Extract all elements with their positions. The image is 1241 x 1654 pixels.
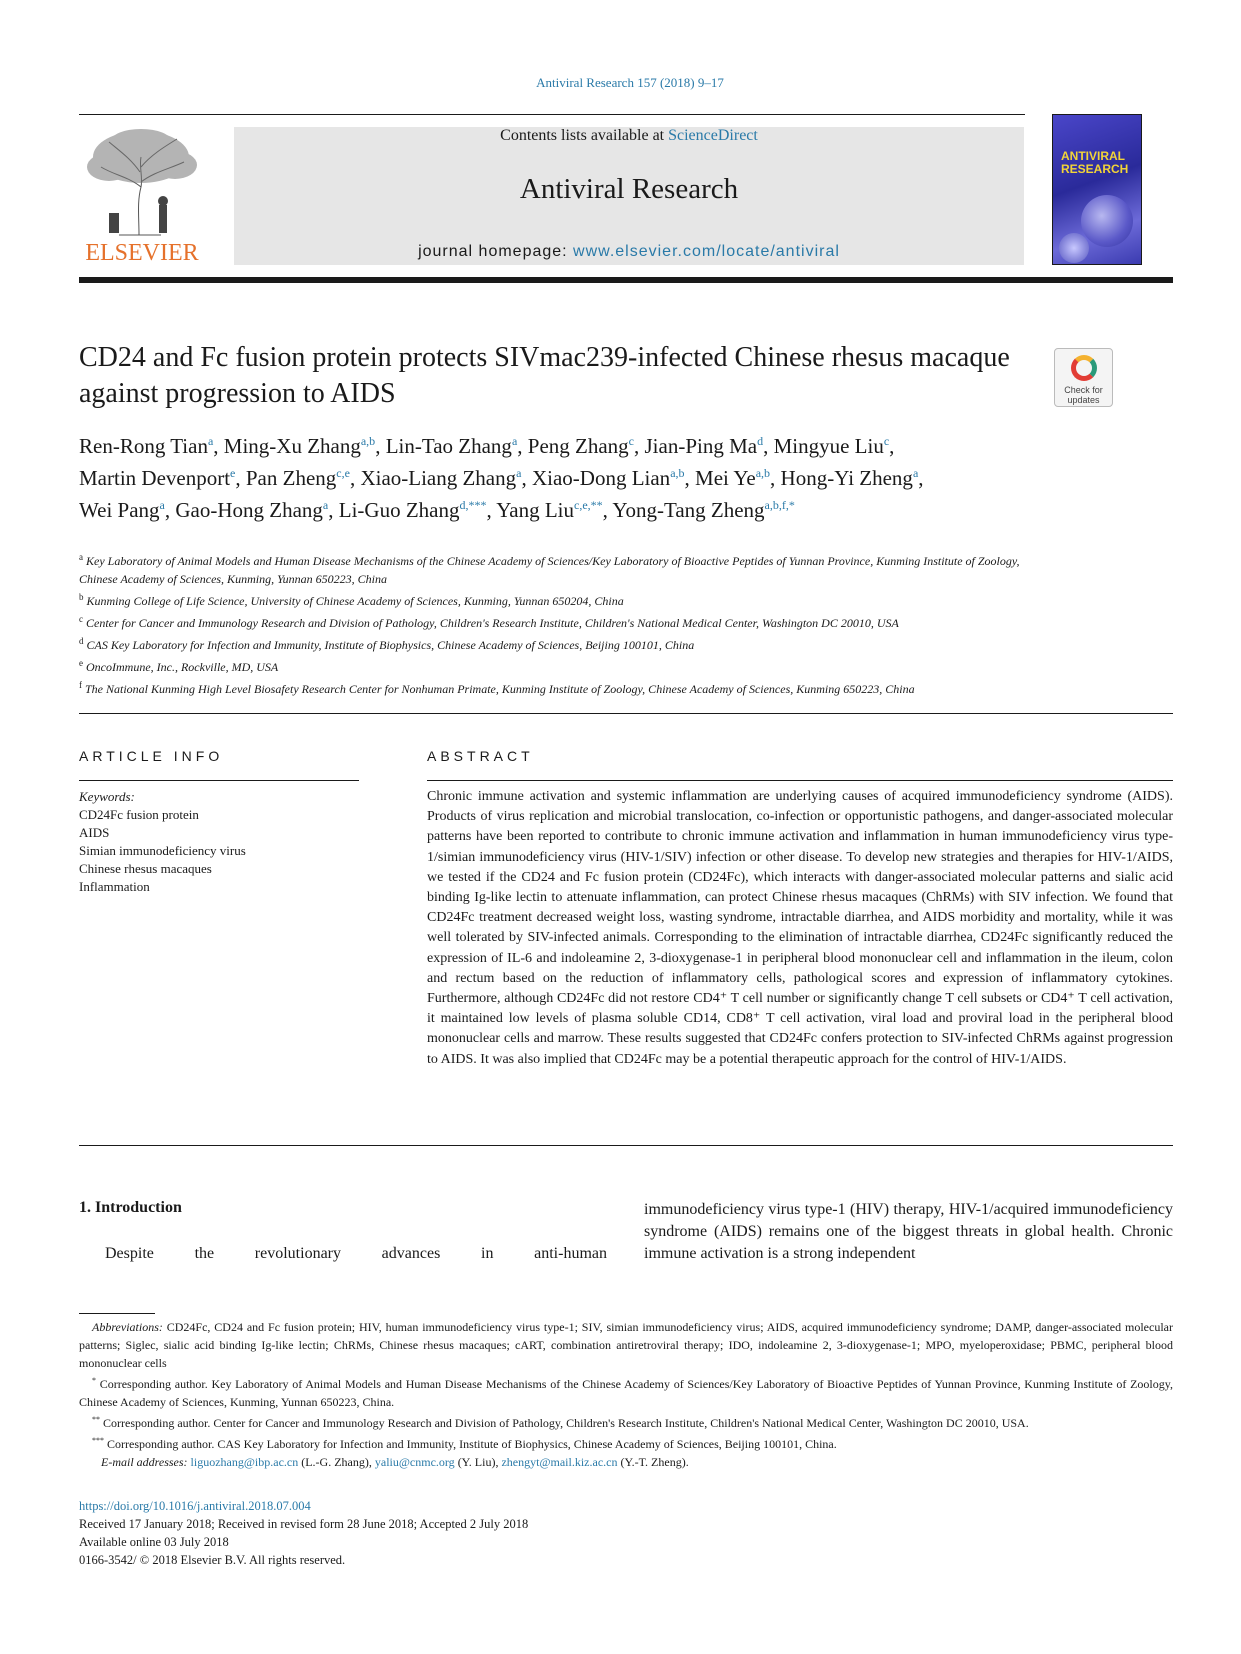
author-name: Pan Zheng <box>245 466 337 490</box>
author-name: Ming-Xu Zhang <box>223 434 361 458</box>
keywords-label: Keywords: <box>79 789 135 804</box>
journal-banner <box>234 127 1024 265</box>
abstract-heading: ABSTRACT <box>427 748 534 764</box>
sciencedirect-link[interactable]: ScienceDirect <box>668 127 758 144</box>
author-affiliation-marker[interactable]: c <box>883 434 890 448</box>
header-thick-rule <box>79 277 1173 283</box>
doi-link[interactable]: https://doi.org/10.1016/j.antiviral.2018.07.004 <box>79 1499 311 1513</box>
author-affiliation-marker[interactable]: a <box>516 466 522 480</box>
affiliation-text: OncoImmune, Inc., Rockville, MD, USA <box>86 660 279 674</box>
email-link[interactable]: yaliu@cnmc.org <box>374 1455 455 1469</box>
affiliation-marker: b <box>79 592 84 602</box>
crossmark-icon <box>1071 355 1097 381</box>
author-name: Li-Guo Zhang <box>338 498 460 522</box>
article-title: CD24 and Fc fusion protein protects SIVmac239-infected Chinese rhesus macaque against progression to AIDS <box>79 342 1010 409</box>
author-affiliation-marker[interactable]: a,b,f,* <box>764 498 795 512</box>
author-affiliation-marker[interactable]: a <box>159 498 165 512</box>
author-affiliation-marker[interactable]: d,*** <box>459 498 487 512</box>
received-dates: Received 17 January 2018; Received in revised form 28 June 2018; Accepted 2 July 2018 <box>79 1517 529 1531</box>
affiliation-marker: e <box>79 658 83 668</box>
affiliation-text: Key Laboratory of Animal Models and Human Disease Mechanisms of the Chinese Academy of Sciences/Key Laboratory of Bioactive Peptides of Yunnan Province, Kunming Institute of Zoology, Chinese Academy of Sciences, Kunming, Yunnan 650223, China <box>79 554 1020 586</box>
elsevier-tree-icon <box>79 127 205 239</box>
homepage-link[interactable]: www.elsevier.com/locate/antiviral <box>573 243 840 260</box>
author-affiliation-marker[interactable]: a <box>322 498 329 512</box>
abstract-bottom-rule <box>79 1145 1173 1146</box>
affiliation-item <box>79 632 1059 654</box>
article-info-rule <box>79 780 359 781</box>
author-name: Mei Ye <box>695 466 756 490</box>
abstract-rule <box>427 780 1173 781</box>
keyword-item: Inflammation <box>79 879 150 894</box>
author-affiliation-marker[interactable]: a,b <box>360 434 376 448</box>
check-for-updates-button[interactable] <box>1054 348 1113 407</box>
affiliation-item <box>79 676 1059 698</box>
affiliation-text: CAS Key Laboratory for Infection and Immunity, Institute of Biophysics, Chinese Academy of Sciences, Beijing 100101, China <box>86 638 695 652</box>
contents-line: Contents lists available at ScienceDirect <box>500 127 758 144</box>
author-name: Yang Liu <box>496 498 575 522</box>
author-name: Wei Pang <box>79 498 160 522</box>
abbreviations-footnote: Abbreviations: CD24Fc, CD24 and Fc fusion protein; HIV, human immunodeficiency virus type-1; SIV, simian immunodeficiency virus; AIDS, acquired immunodeficiency syndrome; DAMP, danger-associated molecular patterns; Siglec, sialic acid binding Ig-like lectin; ChRMs, Chinese rhesus macaques; cART, combination antiretroviral therapy; IDO, indoleamine 2, 3-dioxygenase-1; MPO, myeloperoxidase; PBMC, peripheral blood mononuclear cells <box>79 1320 1173 1370</box>
corresponding-author-footnote: ** Corresponding author. Center for Cancer and Immunology Research and Division of Pathology, Children's Research Institute, Children's National Medical Center, Washington DC 20010, USA. <box>92 1415 1029 1430</box>
header-rule <box>79 114 1025 115</box>
affiliation-item <box>79 610 1059 632</box>
author-name: Peng Zhang <box>527 434 629 458</box>
author-affiliation-marker[interactable]: e <box>230 466 236 480</box>
email-footnote: E-mail addresses: liguozhang@ibp.ac.cn (L.-G. Zhang), yaliu@cnmc.org (Y. Liu), zhengyt@mail.kiz.ac.cn (Y.-T. Zheng). <box>101 1455 689 1469</box>
publication-info <box>79 1497 779 1569</box>
copyright: 0166-3542/ © 2018 Elsevier B.V. All rights reserved. <box>79 1553 346 1567</box>
email-link[interactable]: zhengyt@mail.kiz.ac.cn <box>501 1455 618 1469</box>
affiliation-marker: d <box>79 636 84 646</box>
footnotes <box>79 1318 1173 1471</box>
corresponding-author-footnote: *** Corresponding author. CAS Key Laboratory for Infection and Immunity, Institute of Biophysics, Chinese Academy of Sciences, Beijing 100101, China. <box>92 1436 837 1451</box>
available-online: Available online 03 July 2018 <box>79 1535 229 1549</box>
introduction-column-1: Despite the revolutionary advances in anti-human <box>105 1245 607 1262</box>
section-rule <box>79 713 1173 714</box>
author-affiliation-marker[interactable]: c,e <box>336 466 350 480</box>
author-name: Yong-Tang Zheng <box>612 498 765 522</box>
author-affiliation-marker[interactable]: a <box>207 434 214 448</box>
affiliation-text: The National Kunming High Level Biosafety Research Center for Nonhuman Primate, Kunming Institute of Zoology, Chinese Academy of Sciences, Kunming 650223, China <box>85 682 915 696</box>
elsevier-logo <box>79 127 205 267</box>
author-affiliation-marker[interactable]: a,b <box>755 466 771 480</box>
publisher-wordmark: ELSEVIER <box>85 240 199 266</box>
affiliation-text: Center for Cancer and Immunology Research and Division of Pathology, Children's Research Institute, Children's National Medical Center, Washington DC 20010, USA <box>86 616 899 630</box>
author-affiliation-marker[interactable]: a <box>511 434 518 448</box>
author-affiliation-marker[interactable]: d <box>757 434 764 448</box>
author-name: Lin-Tao Zhang <box>385 434 512 458</box>
affiliation-list <box>79 548 1059 698</box>
author-list: Ren-Rong Tian$^a$, Ming-Xu Zhang$^{a,b}$, Lin-Tao Zhang$^a$, Peng Zhang$^c$, Jian-Ping Ma$^d$, Mingyue Liu$^c$, Martin Devenport$^e$, Pan Zheng$^{c,e}$, Xiao-Liang Zhang$^a$, Xiao-Dong Lian$^{a,b}$, Mei Ye$^{a,b}$, Hong-Yi Zheng$^a$, Wei Pang$^a$, Gao-Hong Zhang$^a$, Li-Guo Zhang$^{d,***}$, Yang Liu$^{c,e,**}$, Yong-Tang Zheng$^{a,b,f,*}$ <box>79 434 924 522</box>
affiliation-marker: c <box>79 614 83 624</box>
author-affiliation-marker[interactable]: a <box>912 466 919 480</box>
author-name: Ren-Rong Tian <box>79 434 208 458</box>
affiliation-item <box>79 588 1059 610</box>
author-name: Gao-Hong Zhang <box>175 498 323 522</box>
journal-cover-thumbnail[interactable] <box>1052 114 1142 265</box>
keyword-item: CD24Fc fusion protein <box>79 807 199 822</box>
keyword-item: AIDS <box>79 825 110 840</box>
email-link[interactable]: liguozhang@ibp.ac.cn <box>190 1455 299 1469</box>
article-info-heading: ARTICLE INFO <box>79 748 224 764</box>
journal-reference[interactable]: Antiviral Research 157 (2018) 9–17 <box>536 75 724 90</box>
homepage-line: journal homepage: www.elsevier.com/locate/antiviral <box>418 243 840 260</box>
author-name: Martin Devenport <box>79 466 231 490</box>
keyword-item: Simian immunodeficiency virus <box>79 843 246 858</box>
affiliation-marker: a <box>79 552 83 562</box>
abstract-text: Chronic immune activation and systemic inflammation are underlying causes of acquired immunodeficiency syndrome (AIDS). Products of virus replication and microbial translocation, co-infection or opportunistic pathogens, and danger-associated molecular patterns have been reported to contribute to chronic immune activation and inflammation in human immunodeficiency virus type-1/simian immunodeficiency virus (HIV-1/SIV) infection or other disease. To develop new strategies and therapies for HIV-1/AIDS, we tested if the CD24 and Fc fusion protein (CD24Fc), which interacts with danger-associated molecular patterns and sialic acid binding Ig-like lectin to attenuate inflammation, can protect Chinese rhesus macaques (ChRMs) with SIV infection. We found that CD24Fc treatment decreased weight loss, wasting syndrome, intractable diarrhea, and AIDS morbidity and mortality, while it was well tolerated by SIV-infected animals. Corresponding to the elimination of intractable diarrhea, CD24Fc significantly reduced the expression of IL-6 and indoleamine 2, 3-dioxygenase-1 in peripheral blood mononuclear cell and inflammation in the ileum, colon and rectum based on the reduction of inflammatory cells, pathological scores and expression of inflammatory cytokines. Furthermore, although CD24Fc did not restore CD4⁺ T cell number or significantly change T cell subsets or CD4⁺ T cell activation, it maintained low levels of plasma soluble CD14, CD8⁺ T cell activation, viral load and proviral load in the peripheral blood mononuclear cells and marrow. These results suggested that CD24Fc confers protection to SIV-infected ChRMs against progression to AIDS. It was also implied that CD24Fc may be a potential therapeutic approach for the control of HIV-1/AIDS. <box>427 789 1173 1067</box>
affiliation-item <box>79 548 1059 588</box>
author-name: Mingyue Liu <box>773 434 884 458</box>
introduction-heading: 1. Introduction <box>79 1199 182 1216</box>
author-name: Xiao-Dong Lian <box>531 466 671 490</box>
footnote-rule <box>79 1313 155 1314</box>
check-for-updates-label: Check for updates <box>1064 385 1103 405</box>
introduction-column-2: immunodeficiency virus type-1 (HIV) therapy, HIV-1/acquired immunodeficiency syndrome (AIDS) remains one of the biggest threats in global health. Chronic immune activation is a strong independent <box>644 1201 1173 1262</box>
author-name: Jian-Ping Ma <box>644 434 758 458</box>
affiliation-text: Kunming College of Life Science, University of Chinese Academy of Sciences, Kunming, Yunnan 650204, China <box>86 594 624 608</box>
author-name: Xiao-Liang Zhang <box>360 466 517 490</box>
cover-virus-graphic <box>1081 195 1133 247</box>
author-affiliation-marker[interactable]: a,b <box>670 466 685 480</box>
cover-virus-graphic-small <box>1059 233 1089 263</box>
author-affiliation-marker[interactable]: c <box>628 434 634 448</box>
keyword-item: Chinese rhesus macaques <box>79 861 212 876</box>
journal-title: Antiviral Research <box>519 173 739 205</box>
affiliation-marker: f <box>79 680 82 690</box>
keywords-block <box>79 788 359 896</box>
affiliation-item <box>79 654 1059 676</box>
cover-title: ANTIVIRAL RESEARCH <box>1061 149 1129 176</box>
corresponding-author-footnote: * Corresponding author. Key Laboratory of Animal Models and Human Disease Mechanisms of the Chinese Academy of Sciences/Key Laboratory of Bioactive Peptides of Yunnan Province, Kunming Institute of Zoology, Chinese Academy of Sciences, Kunming, Yunnan 650223, China. <box>79 1376 1173 1409</box>
author-affiliation-marker[interactable]: c,e,** <box>574 498 603 512</box>
author-name: Hong-Yi Zheng <box>780 466 913 490</box>
